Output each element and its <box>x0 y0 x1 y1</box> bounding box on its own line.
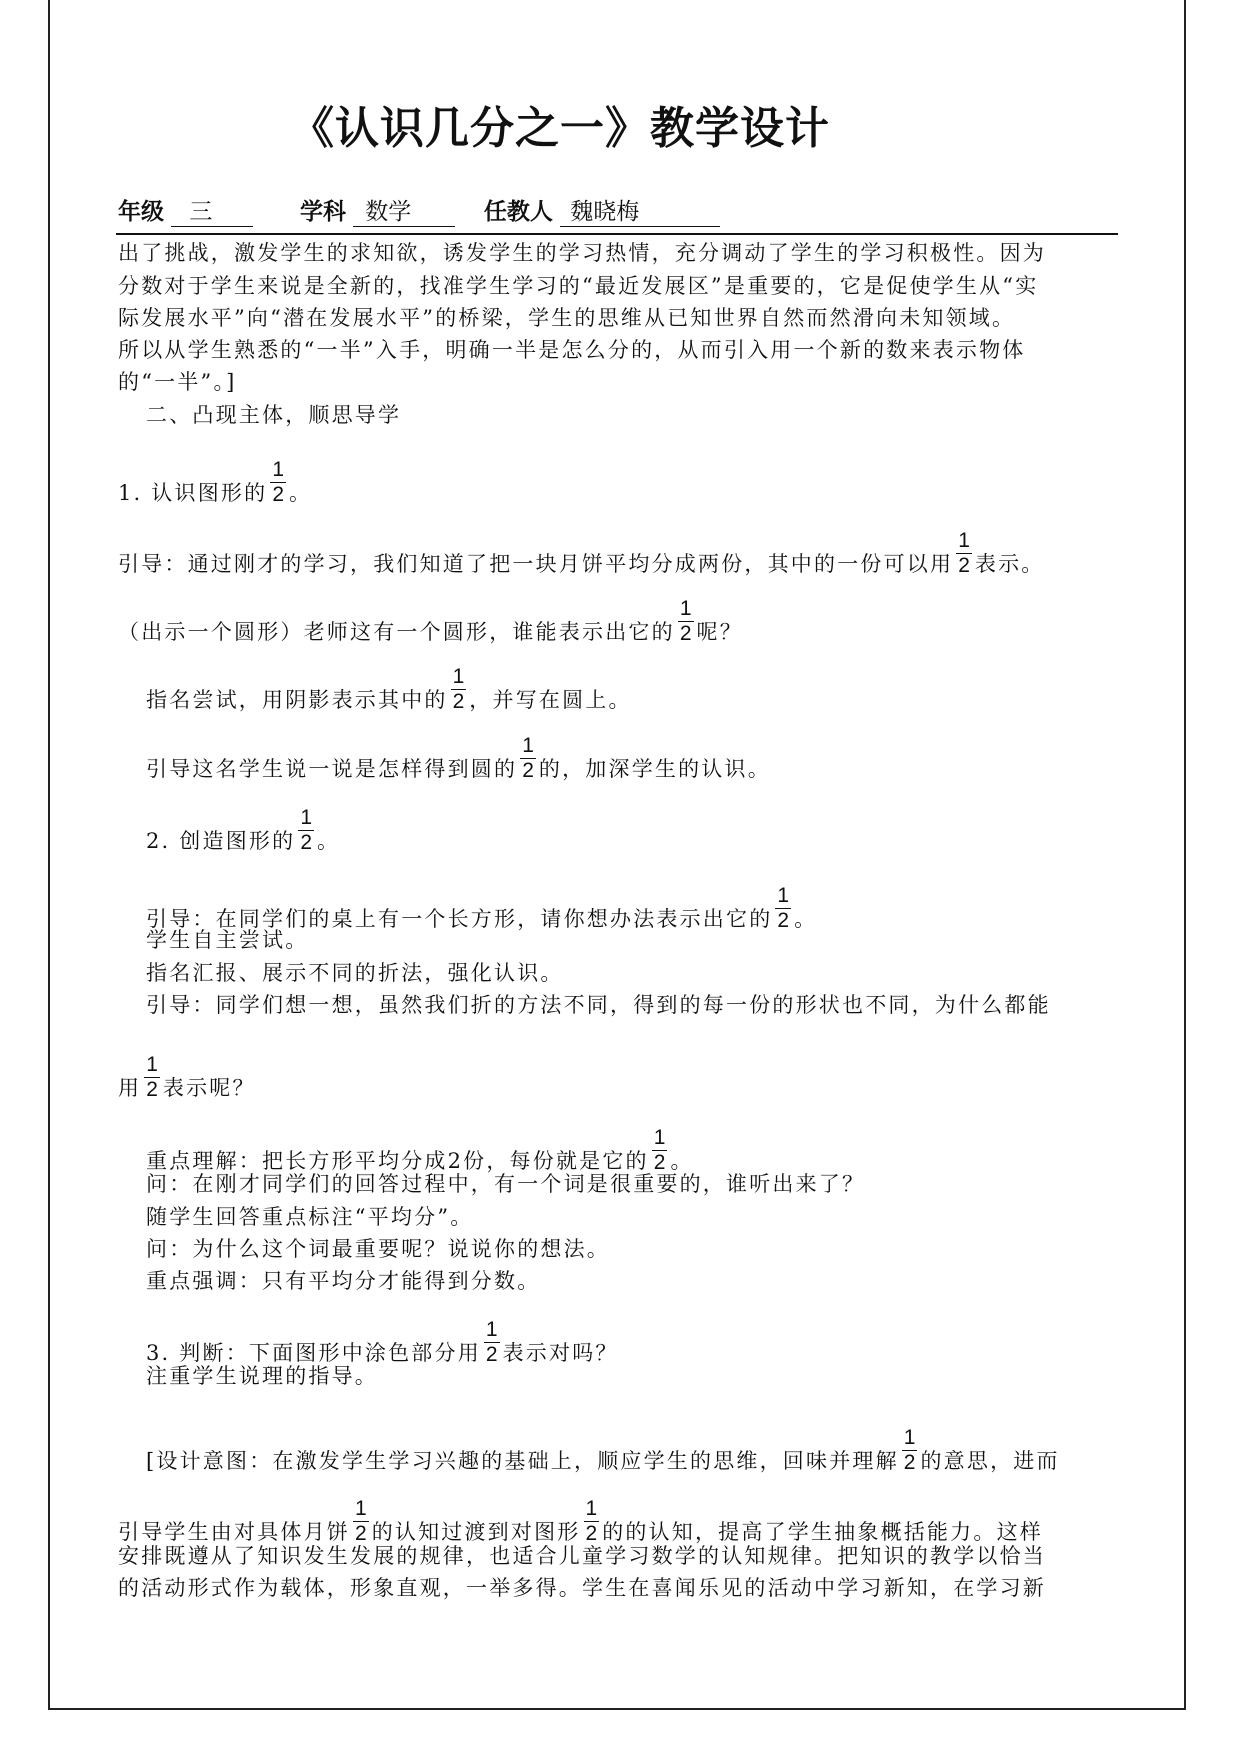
subject-value: 数学 <box>353 193 455 227</box>
text-line: [设计意图：在激发学生学习兴趣的基础上，顺应学生的思维，回味并理解 $\frac{1}{2}$ 的意思，进而 <box>146 1426 1060 1474</box>
step-3-heading: 3. 判断：下面图形中涂色部分用 $\frac{1}{2}$ 表示对吗？ <box>146 1318 619 1366</box>
fraction-one-half: $\frac{1}{2}$ <box>300 806 312 854</box>
text-line: 重点理解：把长方形平均分成2份，每份就是它的 $\frac{1}{2}$ 。 <box>146 1126 694 1174</box>
grade-label: 年级 <box>118 199 164 225</box>
text-line: 问：为什么这个词最重要呢？说说你的想法。 <box>146 1237 610 1261</box>
grade-value: 三 <box>171 193 253 227</box>
text-line: 际发展水平”向“潜在发展水平”的桥梁，学生的思维从已知世界自然而然滑向未知领域。 <box>118 306 1016 330</box>
text-line: 指名汇报、展示不同的折法，强化认识。 <box>146 961 564 985</box>
fraction-one-half: $\frac{1}{2}$ <box>522 734 534 782</box>
text-line: 重点强调：只有平均分才能得到分数。 <box>146 1269 541 1293</box>
fraction-one-half: $\frac{1}{2}$ <box>272 458 284 506</box>
header-info <box>118 193 720 227</box>
fraction-one-half: $\frac{1}{2}$ <box>679 597 692 645</box>
fraction-one-half: $\frac{1}{2}$ <box>958 529 970 577</box>
text-line: 出了挑战，激发学生的求知欲，诱发学生的学习热情，充分调动了学生的学习积极性。因为 <box>118 241 1046 265</box>
step-2-heading: 2. 创造图形的 $\frac{1}{2}$ 。 <box>146 806 341 854</box>
teacher-value: 魏晓梅 <box>560 193 720 227</box>
text-line: 学生自主尝试。 <box>146 928 309 952</box>
step-1-heading: 1. 认识图形的 $\frac{1}{2}$ 。 <box>118 458 313 506</box>
text-line: 的活动形式作为载体，形象直观，一举多得。学生在喜闻乐见的活动中学习新知，在学习新 <box>118 1576 1046 1600</box>
fraction-one-half: $\frac{1}{2}$ <box>452 665 465 713</box>
text-line: 引导这名学生说一说是怎样得到圆的 $\frac{1}{2}$ 的，加深学生的认识。 <box>146 734 771 782</box>
text-line: 的“一半”。] <box>118 370 237 394</box>
fraction-one-half: $\frac{1}{2}$ <box>777 884 790 932</box>
text-line: 所以从学生熟悉的“一半”入手，明确一半是怎么分的，从而引入用一个新的数来表示物体 <box>118 338 1026 362</box>
fraction-one-half: $\frac{1}{2}$ <box>485 1318 498 1366</box>
page-title: 《认识几分之一》教学设计 <box>290 103 830 154</box>
subject-label: 学科 <box>299 199 346 225</box>
text-line: 问：在刚才同学们的回答过程中，有一个词是很重要的，谁听出来了？ <box>146 1172 866 1196</box>
text-line: 用 $\frac{1}{2}$ 表示呢？ <box>118 1053 256 1101</box>
text-line: （出示一个圆形）老师这有一个圆形，谁能表示出它的 $\frac{1}{2}$ 呢？ <box>118 597 743 645</box>
text-line: 注重学生说理的指导。 <box>146 1364 378 1388</box>
header-rule <box>116 233 1118 235</box>
teacher-label: 任教人 <box>483 199 553 225</box>
text-line: 引导：通过刚才的学习，我们知道了把一块月饼平均分成两份，其中的一份可以用 $\frac{1}{2}$ 表示。 <box>118 529 1045 577</box>
text-line: 指名尝试，用阴影表示其中的 $\frac{1}{2}$ ，并写在圆上。 <box>146 665 632 713</box>
text-line: 引导：同学们想一想，虽然我们折的方法不同，得到的每一份的形状也不同，为什么都能 <box>146 993 1051 1017</box>
text-line: 随学生回答重点标注“平均分”。 <box>146 1205 474 1229</box>
fraction-one-half: $\frac{1}{2}$ <box>146 1053 158 1101</box>
text-line: 引导学生由对具体月饼 $\frac{1}{2}$ 的认知过渡到对图形 $\frac{1}{2}$ 的的认知，提高了学生抽象概括能力。这样 <box>118 1497 1043 1545</box>
fraction-one-half: $\frac{1}{2}$ <box>355 1497 367 1545</box>
fraction-one-half: $\frac{1}{2}$ <box>653 1126 666 1174</box>
text-line: 分数对于学生来说是全新的，找准学生学习的“最近发展区”是重要的，它是促使学生从“实 <box>118 274 1039 298</box>
fraction-one-half: $\frac{1}{2}$ <box>903 1426 916 1474</box>
section-heading: 二、凸现主体，顺思导学 <box>146 403 402 427</box>
text-line: 安排既遵从了知识发生发展的规律，也适合儿童学习数学的认知规律。把知识的教学以恰当 <box>118 1544 1046 1568</box>
text-line: 引导：在同学们的桌上有一个长方形，请你想办法表示出它的 $\frac{1}{2}$ 。 <box>146 884 818 932</box>
fraction-one-half: $\frac{1}{2}$ <box>585 1497 598 1545</box>
